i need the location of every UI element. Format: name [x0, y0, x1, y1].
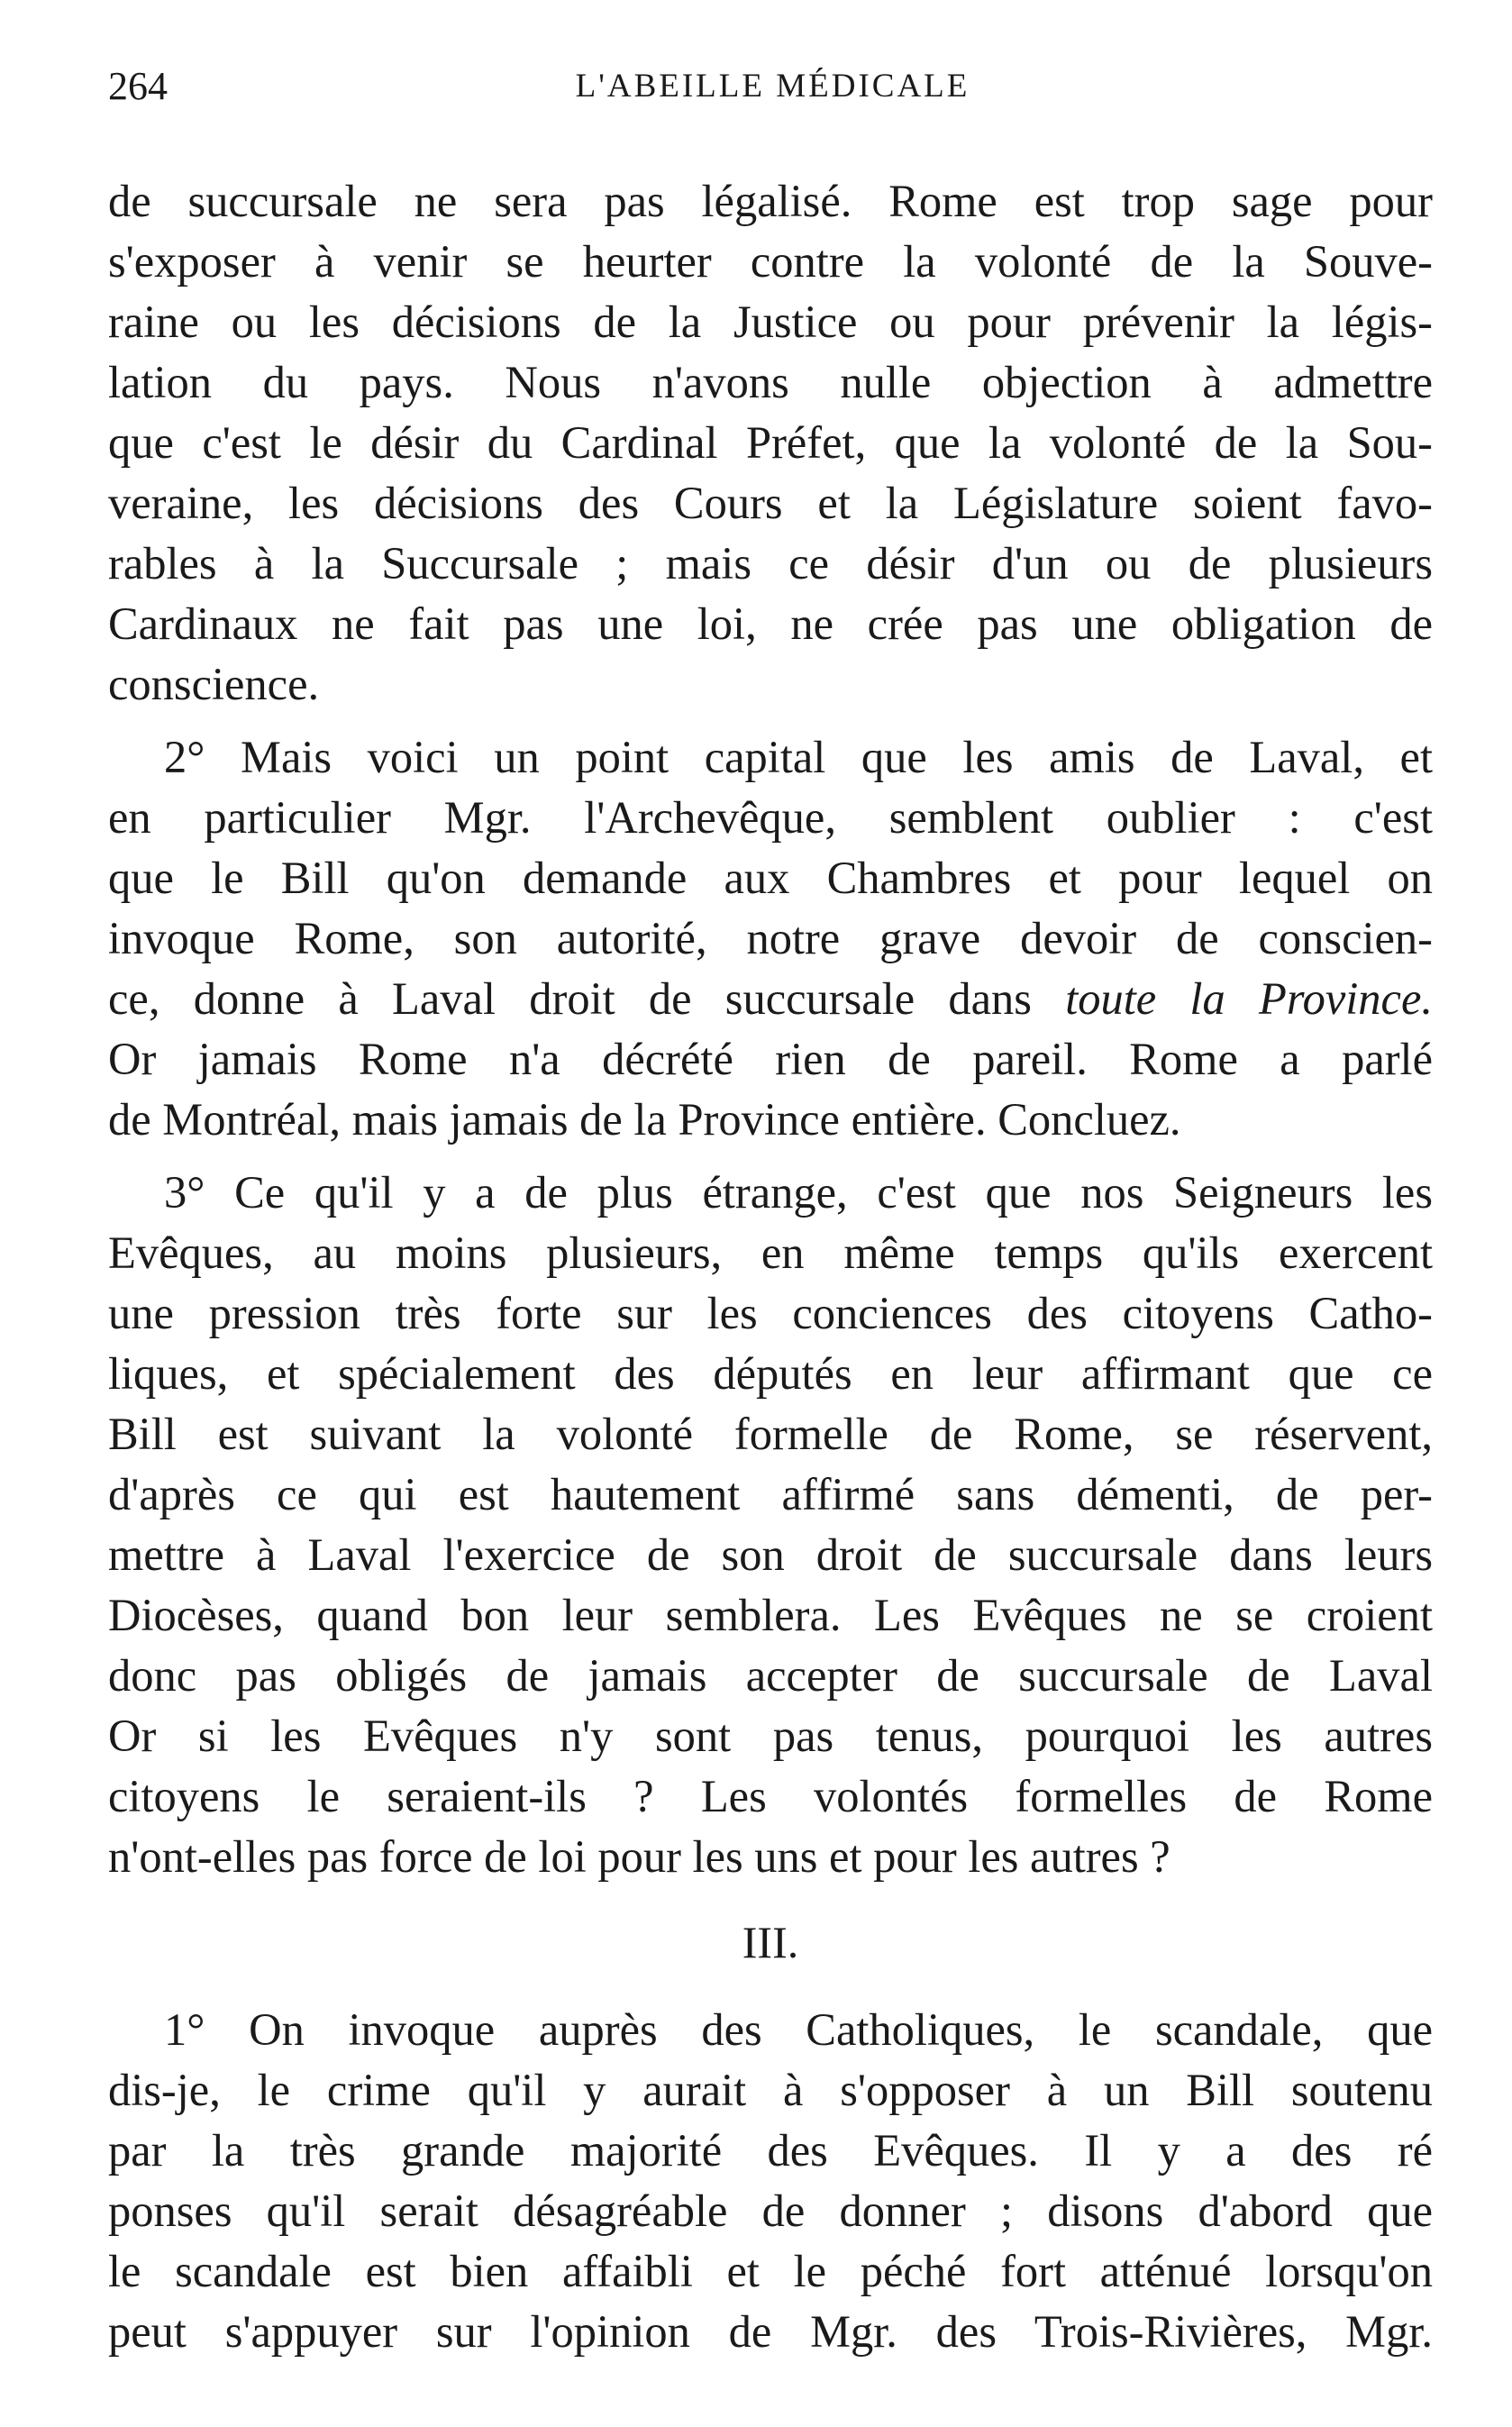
text-line: par la très grande majorité des Evêques. Il y a des ré	[108, 2125, 1433, 2176]
text-line: 2° Mais voici un point capital que les amis de Laval, et	[164, 732, 1433, 782]
text-line: rables à la Succursale ; mais ce désir d'un ou de plusieurs	[108, 538, 1433, 589]
paragraph-1	[108, 171, 1433, 715]
body-text	[108, 171, 1433, 2375]
text-line: donc pas obligés de jamais accepter de succursale de Laval	[108, 1650, 1433, 1701]
text-line: Cardinaux ne fait pas une loi, ne crée pas une obligation de	[108, 598, 1433, 649]
text-line: liques, et spécialement des députés en leur affirmant que ce	[108, 1348, 1433, 1399]
text-line: peut s'appuyer sur l'opinion de Mgr. des Trois-Rivières, Mgr.	[108, 2306, 1433, 2357]
text-line: Evêques, au moins plusieurs, en même temps qu'ils exercent	[108, 1227, 1433, 1278]
text-line: de Montréal, mais jamais de la Province entière. Concluez.	[108, 1094, 1181, 1145]
section-heading: III.	[742, 1917, 799, 1967]
text-line: une pression très forte sur les conciences des citoyens Catho-	[108, 1288, 1433, 1338]
text-line: conscience.	[108, 659, 320, 709]
text-line: que c'est le désir du Cardinal Préfet, que la volonté de la Sou-	[108, 417, 1433, 468]
text-line: d'après ce qui est hautement affirmé sans démenti, de per-	[108, 1469, 1433, 1519]
text-line: s'exposer à venir se heurter contre la volonté de la Souve-	[108, 236, 1433, 287]
text-line: ce, donne à Laval droit de succursale dans toute la Province.	[108, 973, 1433, 1024]
text-line: n'ont-elles pas force de loi pour les uns et pour les autres ?	[108, 1831, 1170, 1882]
page-number: 264	[108, 64, 168, 108]
text-line: 1° On invoque auprès des Catholiques, le scandale, que	[164, 2004, 1433, 2055]
running-title: L'ABEILLE MÉDICALE	[575, 68, 970, 105]
text-line: que le Bill qu'on demande aux Chambres et pour lequel on	[108, 853, 1433, 903]
text-line: en particulier Mgr. l'Archevêque, semblent oublier : c'est	[108, 792, 1433, 843]
text-line: dis-je, le crime qu'il y aurait à s'opposer à un Bill soutenu	[108, 2065, 1433, 2115]
text-line: citoyens le seraient-ils ? Les volontés formelles de Rome	[108, 1771, 1433, 1821]
text-line: Bill est suivant la volonté formelle de Rome, se réservent,	[108, 1409, 1433, 1459]
text-line: lation du pays. Nous n'avons nulle objection à admettre	[108, 357, 1433, 407]
running-head	[108, 63, 1437, 126]
paragraph-4	[108, 2000, 1433, 2362]
text-line: Diocèses, quand bon leur semblera. Les Evêques ne se croient	[108, 1590, 1433, 1640]
text-line: raine ou les décisions de la Justice ou pour prévenir la légis-	[108, 297, 1433, 347]
text-line: de succursale ne sera pas légalisé. Rome est trop sage pour	[108, 176, 1433, 226]
text-line: invoque Rome, son autorité, notre grave devoir de conscien-	[108, 913, 1433, 963]
italic-emphasis: toute la Province.	[1065, 973, 1433, 1024]
text-line: Or jamais Rome n'a décrété rien de pareil. Rome a parlé	[108, 1034, 1433, 1084]
text-line: mettre à Laval l'exercice de son droit de succursale dans leurs	[108, 1529, 1433, 1580]
text-line: veraine, les décisions des Cours et la Législature soient favo-	[108, 478, 1433, 528]
text-line: 3° Ce qu'il y a de plus étrange, c'est que nos Seigneurs les	[164, 1167, 1433, 1218]
paragraph-3	[108, 1163, 1433, 1887]
text-line: ponses qu'il serait désagréable de donner ; disons d'abord que	[108, 2185, 1433, 2236]
paragraph-2	[108, 727, 1433, 1150]
text-line: Or si les Evêques n'y sont pas tenus, pourquoi les autres	[108, 1711, 1433, 1761]
text-line: le scandale est bien affaibli et le péché fort atténué lorsqu'on	[108, 2246, 1433, 2296]
